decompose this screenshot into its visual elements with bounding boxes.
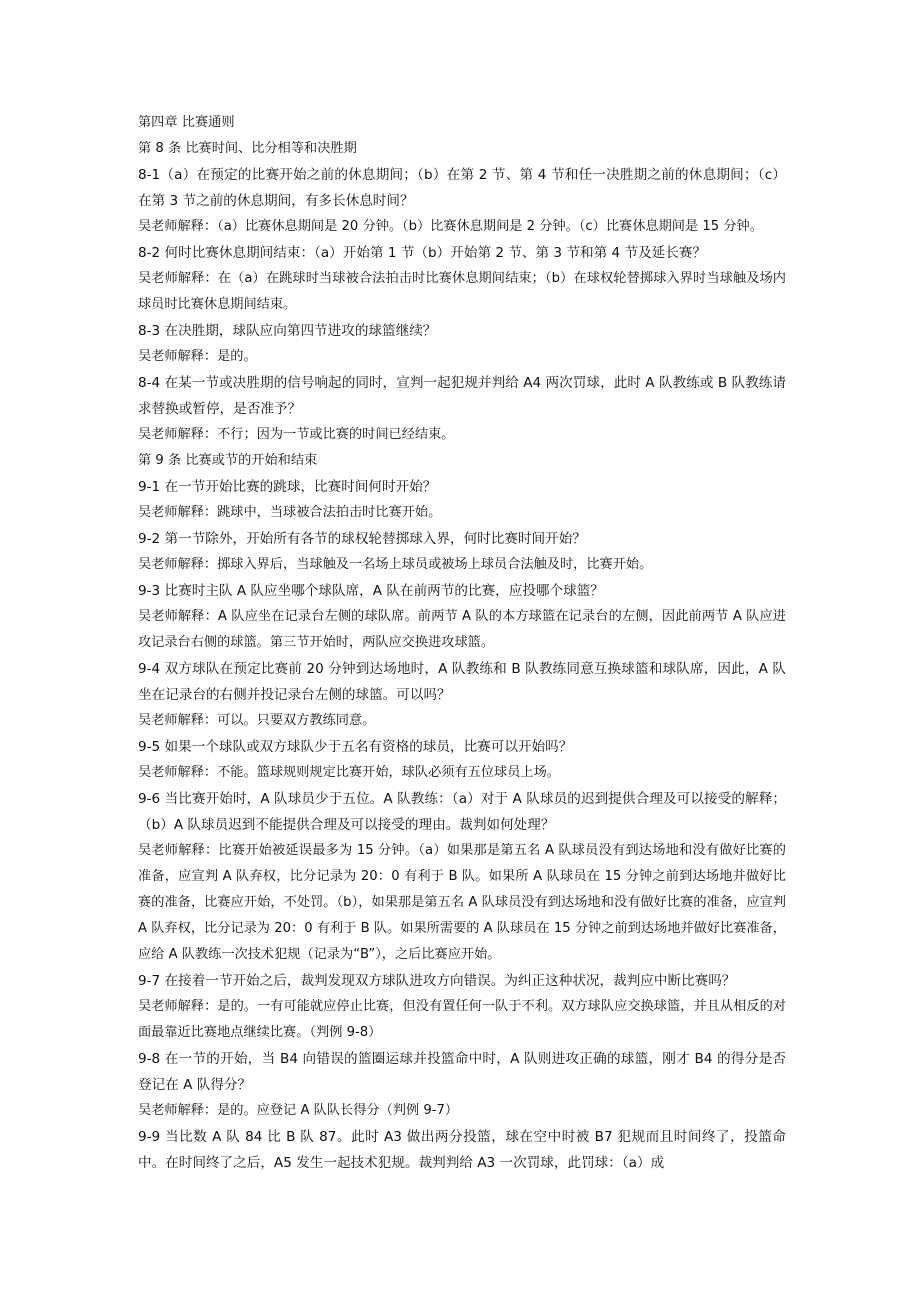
question-9-3: 9-3 比赛时主队 A 队应坐哪个球队席，A 队在前两节的比赛，应投哪个球篮？ xyxy=(138,583,604,599)
answer-9-2: 吴老师解释：掷球入界后，当球触及一名场上球员或被场上球员合法触及时，比赛开始。 xyxy=(138,557,653,572)
question-9-7: 9-7 在接着一节开始之后，裁判发现双方球队进攻方向错误。为纠正这种状况，裁判应中断比赛吗？ xyxy=(138,973,736,989)
question-8-1: 8-1（a）在预定的比赛开始之前的休息期间；（b）在第 2 节、第 4 节和任一决胜期之前的休息期间；（c）在第 3 节之前的休息期间，有多长休息时间？ xyxy=(138,167,786,209)
chapter-heading: 第四章 比赛通则 xyxy=(138,115,235,130)
answer-9-1: 吴老师解释：跳球中，当球被合法拍击时比赛开始。 xyxy=(138,505,442,520)
document-body xyxy=(138,110,786,1176)
answer-8-4: 吴老师解释：不行；因为一节或比赛的时间已经结束。 xyxy=(138,427,455,442)
answer-8-3: 吴老师解释：是的。 xyxy=(138,349,257,364)
question-9-6: 9-6 当比赛开始时，A 队球员少于五位。A 队教练：（a）对于 A 队球员的迟到提供合理及可以接受的解释；（b）A 队球员迟到不能提供合理及可以接受的理由。裁判如何处理？ xyxy=(138,791,786,833)
article-heading: 第 9 条 比赛或节的开始和结束 xyxy=(138,453,318,468)
question-9-4: 9-4 双方球队在预定比赛前 20 分钟到达场地时，A 队教练和 B 队教练同意互换球篮和球队席，因此，A 队坐在记录台的右侧并投记录台左侧的球篮。可以吗？ xyxy=(138,661,786,703)
question-8-3: 8-3 在决胜期，球队应向第四节进攻的球篮继续？ xyxy=(138,323,437,339)
answer-9-5: 吴老师解释：不能。篮球规则规定比赛开始，球队必须有五位球员上场。 xyxy=(138,765,560,780)
question-9-5: 9-5 如果一个球队或双方球队少于五名有资格的球员，比赛可以开始吗？ xyxy=(138,739,573,755)
answer-8-1: 吴老师解释：（a）比赛休息期间是 20 分钟。（b）比赛休息期间是 2 分钟。（c）比赛休息期间是 15 分钟。 xyxy=(138,219,763,234)
article-heading: 第 8 条 比赛时间、比分相等和决胜期 xyxy=(138,141,357,156)
answer-9-8: 吴老师解释：是的。应登记 A 队队长得分（判例 9-7） xyxy=(138,1103,459,1118)
question-9-9: 9-9 当比数 A 队 84 比 B 队 87。此时 A3 做出两分投篮，球在空中时被 B7 犯规而且时间终了，投篮命中。在时间终了之后，A5 发生一起技术犯规。裁判判给 A3 一次罚球，此罚球：（a）成 xyxy=(138,1129,786,1171)
answer-8-2: 吴老师解释：在（a）在跳球时当球被合法拍击时比赛休息期间结束；（b）在球权轮替掷球入界时当球触及场内球员时比赛休息期间结束。 xyxy=(138,271,786,312)
question-8-2: 8-2 何时比赛休息期间结束：（a）开始第 1 节（b）开始第 2 节、第 3 节和第 4 节及延长赛？ xyxy=(138,245,707,261)
question-9-2: 9-2 第一节除外，开始所有各节的球权轮替掷球入界，何时比赛时间开始？ xyxy=(138,531,586,547)
question-9-1: 9-1 在一节开始比赛的跳球，比赛时间何时开始？ xyxy=(138,479,437,495)
answer-9-6: 吴老师解释：比赛开始被延误最多为 15 分钟。（a）如果那是第五名 A 队球员没有到达场地和没有做好比赛的准备，应宣判 A 队弃权，比分记录为 20：0 有利于 B 队。如果所 A 队球员在 15 分钟之前到达场地并做好比赛的准备，比赛应开始，不处罚。（b），如果那是第五名 A 队球员没有到达场地和没有做好比赛的准备，应宣判 A 队弃权，比分记录为 20：0 有利于 B 队。如果所需要的 A 队球员在 15 分钟之前到达场地并做好比赛准备，应给 A 队教练一次技术犯规（记录为“B”），之后比赛应开始。 xyxy=(138,843,786,962)
answer-9-4: 吴老师解释：可以。只要双方教练同意。 xyxy=(138,713,376,728)
question-9-8: 9-8 在一节的开始，当 B4 向错误的篮圈运球并投篮命中时，A 队则进攻正确的球篮，刚才 B4 的得分是否登记在 A 队得分？ xyxy=(138,1051,786,1093)
question-8-4: 8-4 在某一节或决胜期的信号响起的同时，宣判一起犯规并判给 A4 两次罚球，此时 A 队教练或 B 队教练请求替换或暂停，是否准予？ xyxy=(138,375,786,417)
answer-9-3: 吴老师解释：A 队应坐在记录台左侧的球队席。前两节 A 队的本方球篮在记录台的左侧，因此前两节 A 队应进攻记录台右侧的球篮。第三节开始时，两队应交换进攻球篮。 xyxy=(138,609,786,650)
answer-9-7: 吴老师解释：是的。一有可能就应停止比赛，但没有置任何一队于不利。双方球队应交换球篮，并且从相反的对面最靠近比赛地点继续比赛。（判例 9-8） xyxy=(138,999,786,1040)
